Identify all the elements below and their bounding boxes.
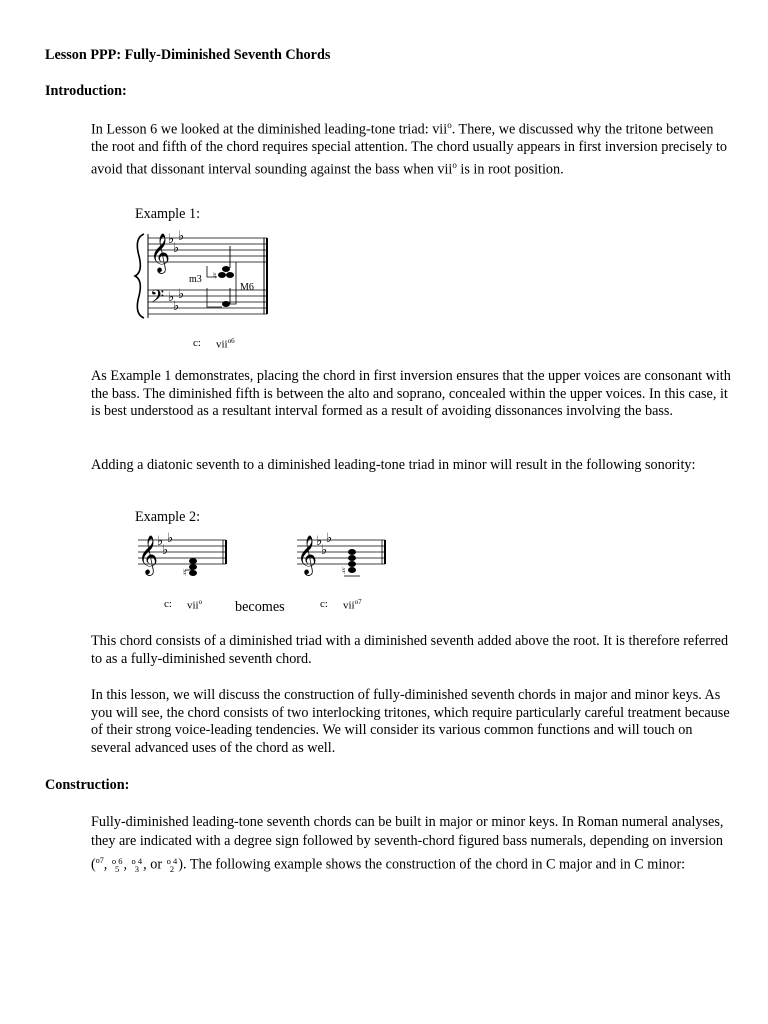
paragraph-5: In this lesson, we will discuss the construction of fully-diminished seventh chords in major and minor keys. As you will see, the chord consists of two interlocking tritones, which require particularly careful treatment because of their strong voice-leading tendencies. We will consider its various common functions and will touch on several advanced uses of the chord as well. xyxy=(91,687,730,756)
example2-score xyxy=(133,530,393,585)
natural-icon: ♮ xyxy=(213,271,217,282)
note xyxy=(348,567,356,573)
note xyxy=(189,570,197,576)
svg-text:♭: ♭ xyxy=(167,530,174,545)
svg-text:♭: ♭ xyxy=(162,542,169,557)
page-title: Lesson PPP: Fully-Diminished Seventh Chords xyxy=(45,47,331,63)
paragraph-6: Fully-diminished leading-tone seventh chords can be built in major or minor keys. In Roman numeral analyses, they are indicated with a degree sign followed by seventh-chord figured bass numerals, depending on inversion ($^{o7}$, o 6 5 , o 4 3 , or o 4 2 ). The following example shows the construction of the chord in C major and in C minor: xyxy=(91,814,724,875)
treble-clef-icon: 𝄞 xyxy=(297,537,318,574)
construction-heading: Construction: xyxy=(45,777,130,793)
note xyxy=(348,549,356,555)
svg-text:♭: ♭ xyxy=(321,542,328,557)
treble-clef-icon: 𝄞 xyxy=(138,537,159,574)
bass-clef-icon: 𝄢 xyxy=(150,286,165,311)
treble-clef-icon: 𝄞 xyxy=(150,235,171,272)
svg-text:♭: ♭ xyxy=(168,289,175,304)
interval-m3: m3 xyxy=(189,274,202,285)
svg-text:♭: ♭ xyxy=(316,533,323,548)
note xyxy=(348,561,356,567)
svg-text:♭: ♭ xyxy=(173,240,180,255)
example2-becomes: becomes xyxy=(235,599,285,615)
paragraph-2: As Example 1 demonstrates, placing the chord in first inversion ensures that the upper voices are consonant with the bass. The diminished fifth is between the alto and soprano, concealed within the upper voices. In this case, it is best understood as a resultant interval formed as a result of avoiding dissonances involving the bass. xyxy=(91,368,731,420)
intro-paragraph: In Lesson 6 we looked at the diminished leading-tone triad: vii$^o$. There, we discussed why the tritone between the root and fifth of the chord requires special attention. The chord usually appears in first inversion precisely to avoid that dissonant interval sounding against the bass when vii$^o$ is in root position. xyxy=(91,120,728,178)
example1-roman: vii$^{o6}$ xyxy=(216,337,235,351)
paragraph-4: This chord consists of a diminished triad with a diminished seventh added above the root. It is therefore referred to as a fully-diminished seventh chord. xyxy=(91,633,729,667)
note xyxy=(222,266,230,272)
note xyxy=(189,558,197,564)
natural-icon: ♮ xyxy=(342,566,346,577)
svg-text:♭: ♭ xyxy=(173,298,180,313)
example2-key2: c: xyxy=(320,598,328,610)
svg-text:♭: ♭ xyxy=(326,530,333,545)
svg-text:♭: ♭ xyxy=(168,231,175,246)
note xyxy=(226,272,234,278)
example1-key: c: xyxy=(193,337,201,349)
interval-m6: M6 xyxy=(240,282,254,293)
example2-roman2: vii$^{o7}$ xyxy=(343,598,362,612)
paragraph-3: Adding a diatonic seventh to a diminished leading-tone triad in minor will result in the following sonority: xyxy=(91,457,696,473)
svg-text:♭: ♭ xyxy=(178,228,185,243)
key-signature-icon xyxy=(168,228,184,313)
example1-score xyxy=(130,226,275,351)
note xyxy=(222,301,230,307)
example1-label: Example 1: xyxy=(135,206,201,222)
natural-icon: ♮ xyxy=(183,568,187,579)
note xyxy=(189,564,197,570)
example2-label: Example 2: xyxy=(135,509,201,525)
note xyxy=(348,555,356,561)
note xyxy=(218,272,226,278)
intro-heading: Introduction: xyxy=(45,83,127,99)
svg-text:♭: ♭ xyxy=(157,533,164,548)
example2-key1: c: xyxy=(164,598,172,610)
svg-text:♭: ♭ xyxy=(178,286,185,301)
example2-roman1: vii$^o$ xyxy=(187,598,203,612)
